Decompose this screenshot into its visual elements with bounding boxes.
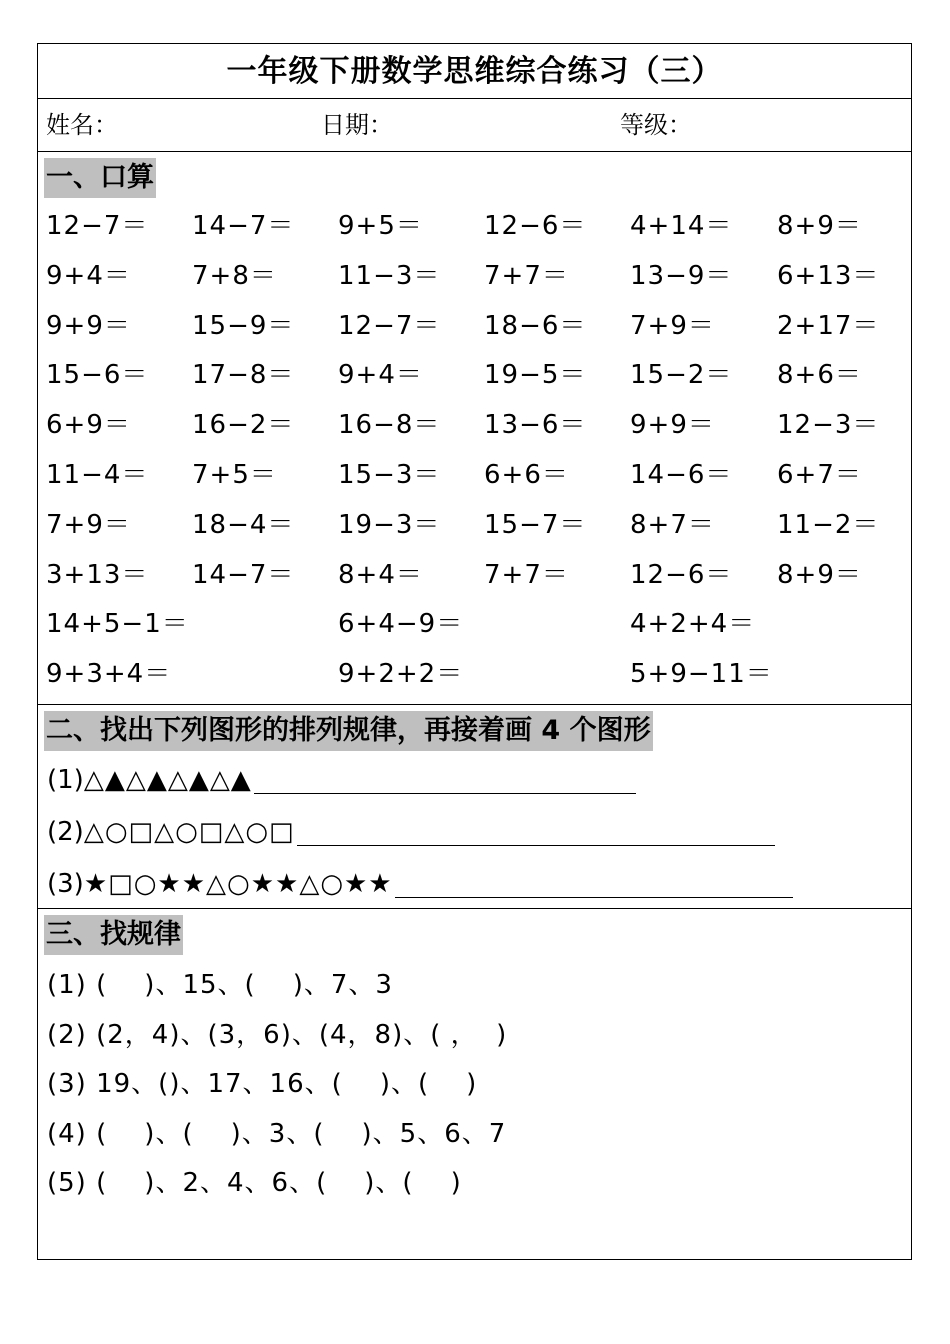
worksheet bbox=[37, 43, 912, 1260]
pattern-shapes: △▲△▲△▲△▲ bbox=[83, 765, 252, 795]
sequence-item: (5) ( )、2、4、6、( )、( ) bbox=[47, 1168, 462, 1198]
math-problem: 19−5＝ bbox=[484, 360, 587, 391]
math-row-long bbox=[38, 650, 911, 699]
math-problem: 8+7＝ bbox=[630, 509, 715, 540]
pattern-number: (1) bbox=[47, 765, 84, 795]
math-row bbox=[38, 202, 911, 251]
pattern-item bbox=[47, 806, 775, 858]
sequence-item: (1) ( )、15、( )、7、3 bbox=[47, 970, 393, 1000]
pattern-item bbox=[47, 858, 793, 910]
math-problem: 15−2＝ bbox=[630, 360, 733, 391]
math-problem: 11−3＝ bbox=[338, 260, 441, 291]
math-problem: 12−6＝ bbox=[484, 211, 587, 241]
math-problem: 6+9＝ bbox=[46, 410, 131, 441]
math-problem: 9+9＝ bbox=[630, 410, 715, 441]
section-divider bbox=[38, 704, 911, 705]
math-problem: 9+9＝ bbox=[46, 310, 131, 341]
math-problem: 7+9＝ bbox=[630, 310, 715, 341]
math-problem: 12−3＝ bbox=[777, 410, 880, 441]
date-label: 日期： bbox=[321, 111, 393, 139]
math-problem: 14−7＝ bbox=[192, 211, 295, 241]
math-problem: 16−8＝ bbox=[338, 410, 441, 441]
math-problem: 3+13＝ bbox=[46, 559, 149, 590]
math-problem: 8+9＝ bbox=[777, 559, 862, 590]
pattern-shapes: △○□△○□△○□ bbox=[83, 817, 295, 847]
math-row bbox=[38, 501, 911, 550]
math-row bbox=[38, 252, 911, 301]
math-row bbox=[38, 351, 911, 400]
math-problem: 18−6＝ bbox=[484, 310, 587, 341]
info-row bbox=[38, 99, 911, 152]
math-problem: 6+13＝ bbox=[777, 260, 880, 291]
math-row bbox=[38, 451, 911, 500]
math-problem: 6+7＝ bbox=[777, 460, 862, 490]
math-problem: 7+8＝ bbox=[192, 260, 277, 291]
math-problem: 7+9＝ bbox=[46, 509, 131, 540]
math-row bbox=[38, 302, 911, 351]
math-problem: 19−3＝ bbox=[338, 509, 441, 540]
pattern-number: (3) bbox=[47, 869, 84, 899]
math-problem: 4+2+4＝ bbox=[630, 609, 756, 640]
sequence-item: (2) (2，4)、(3，6)、(4，8)、( ， ) bbox=[47, 1020, 508, 1050]
math-problem: 8+6＝ bbox=[777, 360, 862, 391]
math-problem: 14−6＝ bbox=[630, 460, 733, 490]
math-problem: 15−6＝ bbox=[46, 360, 149, 391]
answer-line[interactable] bbox=[395, 867, 793, 898]
worksheet-title: 一年级下册数学思维综合练习（三） bbox=[38, 44, 911, 99]
math-problem: 9+3+4＝ bbox=[46, 659, 172, 690]
math-problem: 13−9＝ bbox=[630, 260, 733, 291]
math-problem: 18−4＝ bbox=[192, 509, 295, 540]
section2-heading: 二、找出下列图形的排列规律，再接着画 4 个图形 bbox=[44, 711, 653, 751]
math-row-long bbox=[38, 600, 911, 649]
math-problem: 12−7＝ bbox=[46, 211, 149, 241]
sequence-item: (4) ( )、( )、3、( )、5、6、7 bbox=[47, 1119, 507, 1149]
math-problem: 14+5−1＝ bbox=[46, 609, 189, 640]
pattern-number: (2) bbox=[47, 817, 84, 847]
math-problem: 15−3＝ bbox=[338, 460, 441, 490]
math-problem: 2+17＝ bbox=[777, 310, 880, 341]
section1-heading: 一、口算 bbox=[44, 158, 156, 198]
math-problem: 8+9＝ bbox=[777, 211, 862, 241]
pattern-shapes: ★□○★★△○★★△○★★ bbox=[83, 869, 393, 899]
math-problem: 17−8＝ bbox=[192, 360, 295, 391]
math-problem: 16−2＝ bbox=[192, 410, 295, 441]
math-problem: 11−2＝ bbox=[777, 509, 880, 540]
math-problem: 7+7＝ bbox=[484, 260, 569, 291]
section-divider bbox=[38, 908, 911, 909]
math-problem: 15−7＝ bbox=[484, 509, 587, 540]
math-problem: 13−6＝ bbox=[484, 410, 587, 441]
math-problem: 15−9＝ bbox=[192, 310, 295, 341]
math-problem: 9+5＝ bbox=[338, 211, 423, 241]
math-problem: 14−7＝ bbox=[192, 559, 295, 590]
math-row bbox=[38, 551, 911, 600]
math-problem: 6+4−9＝ bbox=[338, 609, 464, 640]
math-problem: 9+2+2＝ bbox=[338, 659, 464, 690]
answer-line[interactable] bbox=[254, 763, 636, 794]
grade-label: 等级： bbox=[620, 111, 692, 139]
math-problem: 11−4＝ bbox=[46, 460, 149, 490]
answer-line[interactable] bbox=[297, 815, 775, 846]
math-problem: 7+5＝ bbox=[192, 460, 277, 490]
math-problem: 7+7＝ bbox=[484, 559, 569, 590]
math-problem: 4+14＝ bbox=[630, 211, 733, 241]
math-problem: 9+4＝ bbox=[46, 260, 131, 291]
math-problem: 6+6＝ bbox=[484, 460, 569, 490]
section3-heading: 三、找规律 bbox=[44, 915, 183, 955]
sequence-item: (3) 19、()、17、16、( )、( ) bbox=[47, 1069, 478, 1099]
math-problem: 9+4＝ bbox=[338, 360, 423, 391]
math-problem: 12−6＝ bbox=[630, 559, 733, 590]
math-row bbox=[38, 401, 911, 450]
name-label: 姓名： bbox=[46, 111, 118, 139]
math-problem: 8+4＝ bbox=[338, 559, 423, 590]
pattern-item bbox=[47, 754, 636, 806]
math-problem: 5+9−11＝ bbox=[630, 659, 773, 690]
math-problem: 12−7＝ bbox=[338, 310, 441, 341]
